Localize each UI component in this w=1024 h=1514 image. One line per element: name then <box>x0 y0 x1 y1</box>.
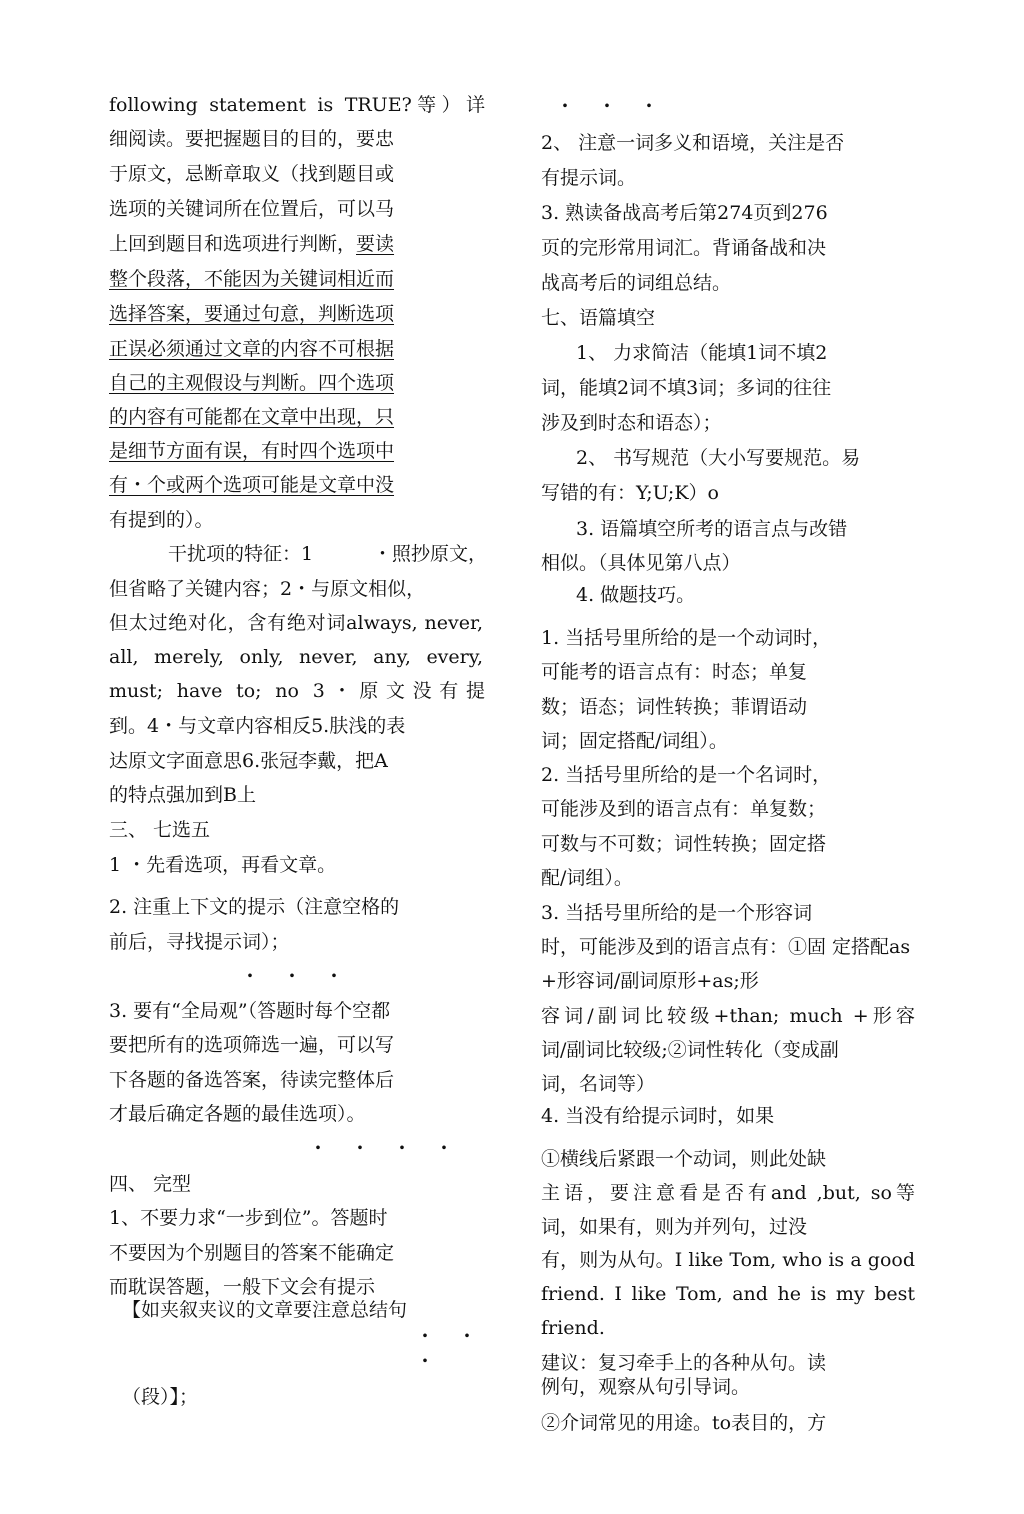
text-line: 可数与不可数；词性转换；固定搭 <box>541 833 827 855</box>
text-line: 页的完形常用词汇。背诵备战和决 <box>541 237 827 259</box>
text-line: 2. 注重上下文的提示（注意空格的 <box>109 896 400 918</box>
section-heading: 三、 七选五 <box>109 819 211 841</box>
text-line: 主语，要注意看是否有and ,but, so等 <box>541 1182 915 1204</box>
text-line: 1、 力求简洁（能填1词不填2 <box>576 342 828 364</box>
underlined-text-line: 选择答案，要通过句意，判断选项 <box>109 303 395 325</box>
text-line: 可能涉及到的语言点有：单复数； <box>541 798 827 820</box>
underlined-text: 要读 <box>356 233 395 255</box>
text-line: 1. 当括号里所给的是一个动词时， <box>541 627 832 649</box>
text-line: 但太过绝对化，含有绝对词always, never, <box>109 612 483 634</box>
emphasis-dots: ・・・ <box>240 964 366 988</box>
text-line: 1、不要力求“一步到位”。答题时 <box>109 1207 388 1229</box>
text-line: 容词/副词比较级+than; much +形容 <box>541 1005 915 1027</box>
text-line <box>109 231 394 257</box>
text-line: ②介词常见的用途。to表目的，方 <box>541 1412 827 1434</box>
text-line: ・照抄原文， <box>373 543 488 565</box>
text-line: 才最后确定各题的最佳选项）。 <box>109 1103 366 1125</box>
text-line: 4. 当没有给提示词时，如果 <box>541 1105 775 1127</box>
text-line: 【如夹叙夹议的文章要注意总结句 <box>122 1299 408 1321</box>
text-line: 有提示词。 <box>541 167 637 189</box>
underlined-text-line: 整个段落，不能因为关键词相近而 <box>109 268 395 290</box>
text-line: 3. 熟读备战高考后第274页到276 <box>541 202 828 224</box>
text-line: 配/词组）。 <box>541 867 633 889</box>
text-line: 有，则为从句。I like Tom, who is a good <box>541 1249 915 1271</box>
text-line: 词；固定搭配/词组）。 <box>541 730 728 752</box>
section-heading: 七、语篇填空 <box>541 307 656 329</box>
text-line: friend. I like Tom, and he is my best <box>541 1283 915 1305</box>
text-line: 战高考后的词组总结。 <box>541 272 732 294</box>
underlined-text-line: 自己的主观假设与判断。四个选项 <box>109 372 395 394</box>
underlined-text-line: 正误必须通过文章的内容不可根据 <box>109 338 395 360</box>
text-line: 4. 做题技巧。 <box>576 584 696 606</box>
text-line: must; have to; no 3・原文没有提 <box>109 680 485 702</box>
text-line: 前后，寻找提示词）； <box>109 931 290 953</box>
text-line: 数；语态；词性转换；菲谓语动 <box>541 696 808 718</box>
emphasis-dots: ・・ <box>415 1324 499 1348</box>
text-line: 可能考的语言点有：时态；单复 <box>541 661 808 683</box>
emphasis-dots: ・・・ <box>555 94 681 118</box>
text-line: 下各题的备选答案，待读完整体后 <box>109 1069 395 1091</box>
text-line: ①横线后紧跟一个动词，则此处缺 <box>541 1148 827 1170</box>
text-line: 的特点强加到B上 <box>109 784 256 806</box>
emphasis-dots: ・・・・ <box>308 1136 476 1160</box>
text-fragment: 上回到题目和选项进行判断， <box>109 233 357 255</box>
text-line: +形容词/副词原形+as;形 <box>541 970 759 992</box>
text-line: 要把所有的选项筛选一遍，可以写 <box>109 1034 395 1056</box>
text-line: 相似。（具体见第八点） <box>541 552 741 574</box>
underlined-text-line: 是细节方面有误，有时四个选项中 <box>109 440 395 462</box>
text-line: 3. 语篇填空所考的语言点与改错 <box>576 518 848 540</box>
text-line: 例句，观察从句引导词。 <box>541 1376 751 1398</box>
text-line: 不要因为个别题目的答案不能确定 <box>109 1242 395 1264</box>
text-line: 2、 注意一词多义和语境，关注是否 <box>541 132 845 154</box>
text-line: 写错的有：Y;U;K）o <box>541 482 719 504</box>
text-line: 到。4・与文章内容相反5.肤浅的表 <box>109 715 406 737</box>
text-line: 词，能填2词不填3词；多词的往往 <box>541 377 832 399</box>
text-line: following statement is TRUE?等）详 <box>109 94 485 116</box>
text-line: 2. 当括号里所给的是一个名词时， <box>541 764 832 786</box>
text-line: 涉及到时态和语态）； <box>541 412 722 434</box>
text-line: 细阅读。要把握题目的目的，要忠 <box>109 128 395 150</box>
text-line: 2、 书写规范（大小写要规范。易 <box>576 447 861 469</box>
text-line: friend. <box>541 1317 605 1339</box>
text-line: 3. 当括号里所给的是一个形容词 <box>541 902 813 924</box>
emphasis-dots: ・ <box>415 1349 457 1373</box>
text-line: 时，可能涉及到的语言点有：①固 定搭配as <box>541 936 911 958</box>
text-line: 于原文，忌断章取义（找到题目或 <box>109 163 395 185</box>
text-line: 达原文字面意思6.张冠李戴，把A <box>109 750 388 772</box>
text-line: all, merely, only, never, any, every, <box>109 646 483 668</box>
underlined-text-line: 有・个或两个选项可能是文章中没 <box>109 474 395 496</box>
section-heading: 四、 完型 <box>109 1173 192 1195</box>
text-line: 1 ・先看选项，再看文章。 <box>109 854 337 876</box>
text-line: 建议：复习牵手上的各种从句。读 <box>541 1352 827 1374</box>
text-line: （段）】； <box>122 1386 199 1408</box>
underlined-text-line: 的内容有可能都在文章中出现，只 <box>109 406 395 428</box>
text-line: 词，名词等） <box>541 1073 656 1095</box>
text-line: 而耽误答题，一般下文会有提示 <box>109 1276 376 1298</box>
text-line: 但省略了关键内容；2・与原文相似， <box>109 578 426 600</box>
text-line: 词/副词比较级;②词性转化（变成副 <box>541 1039 839 1061</box>
text-line: 干扰项的特征：1 <box>168 543 314 565</box>
text-line: 词，如果有，则为并列句，过没 <box>541 1216 808 1238</box>
text-line: 有提到的）。 <box>109 509 214 531</box>
text-line: 选项的关键词所在位置后，可以马 <box>109 198 395 220</box>
text-line: 3. 要有“全局观”（答题时每个空都 <box>109 1000 391 1022</box>
